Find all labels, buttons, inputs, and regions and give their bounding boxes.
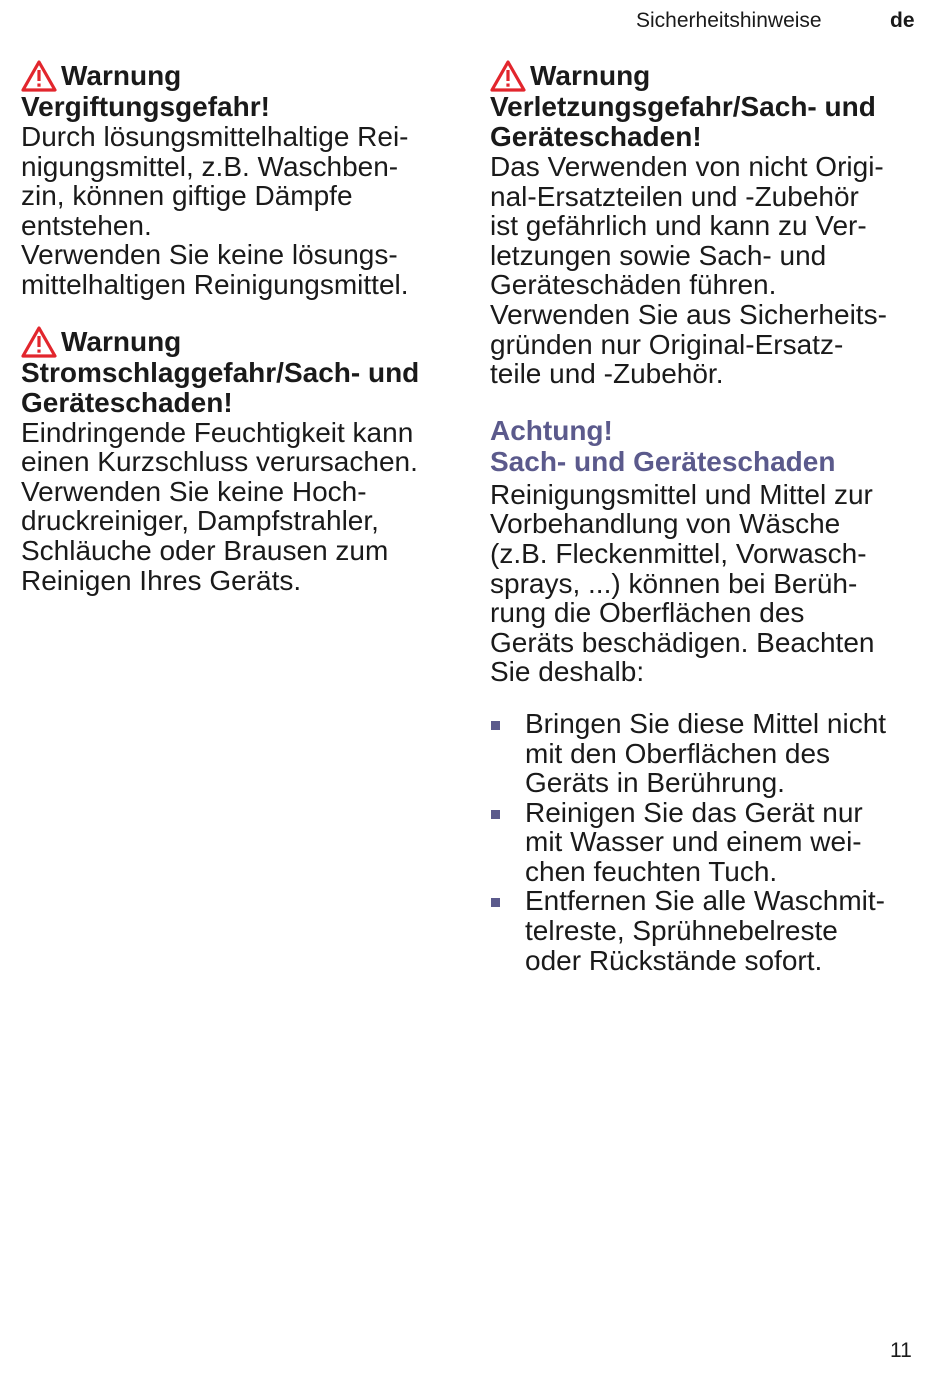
warning-label: Warnung [61, 325, 182, 357]
warning-body [21, 418, 461, 596]
text-line: Verwenden Sie keine lösungs- [21, 239, 398, 271]
text-line: Schläuche oder Brausen zum [21, 534, 389, 566]
text-line: Geräts in Berührung. [525, 767, 785, 799]
caution-body [490, 480, 930, 687]
caution-property-damage [490, 415, 930, 976]
subtitle-line: Stromschlaggefahr/Sach- und [21, 356, 420, 388]
text-line: Geräts beschädigen. Beachten [490, 626, 875, 658]
list-item [490, 798, 930, 887]
warning-body [490, 152, 930, 389]
warning-label: Warnung [61, 60, 182, 91]
text-line: Entfernen Sie alle Waschmit- [525, 885, 885, 917]
text-line: Reinigen Sie das Gerät nur [525, 796, 863, 828]
header-language-code: de [890, 9, 915, 32]
list-item [490, 709, 930, 798]
text-line: Sie deshalb: [490, 656, 645, 688]
square-bullet-icon [491, 810, 500, 819]
text-line: mittelhaltigen Reinigungsmittel. [21, 268, 409, 300]
subtitle-line: Geräteschaden! [490, 121, 702, 152]
text-line: zin, können giftige Dämpfe [21, 180, 353, 212]
warning-body [21, 122, 461, 300]
text-line: (z.B. Fleckenmittel, Vorwasch- [490, 537, 867, 569]
text-line: Vorbehandlung von Wäsche [490, 508, 841, 540]
text-line: mit den Oberflächen des [525, 737, 831, 769]
warning-triangle-icon [21, 326, 57, 358]
text-line: einen Kurzschluss verursachen. [21, 446, 418, 478]
warning-heading [21, 60, 461, 92]
left-column [21, 60, 461, 621]
warning-injury [490, 60, 930, 389]
list-item [490, 886, 930, 975]
right-column [490, 60, 930, 1001]
text-line: Reinigen Ihres Geräts. [21, 564, 302, 596]
caution-bullet-list [490, 709, 930, 975]
text-line: mit Wasser und einem wei- [525, 826, 862, 858]
warning-subtitle [21, 358, 461, 418]
text-line: druckreiniger, Dampfstrahler, [21, 505, 379, 537]
text-line: Verwenden Sie aus Sicherheits- [490, 298, 887, 330]
text-line: Durch lösungsmittelhaltige Rei- [21, 121, 409, 152]
text-line: sprays, ...) können bei Berüh- [490, 567, 858, 599]
warning-label: Warnung [530, 60, 651, 91]
text-line: Geräteschäden führen. [490, 269, 777, 301]
text-line: oder Rückstände sofort. [525, 944, 823, 976]
caution-subtitle: Sach- und Geräteschaden [490, 445, 836, 477]
square-bullet-icon [491, 721, 500, 730]
page-number: 11 [890, 1339, 912, 1362]
warning-triangle-icon [21, 60, 57, 92]
text-line: Bringen Sie diese Mittel nicht [525, 707, 887, 739]
text-line: nal-Ersatzteilen und -Zubehör [490, 180, 859, 212]
subtitle-line: Geräteschaden! [21, 386, 233, 418]
text-line: Eindringende Feuchtigkeit kann [21, 416, 414, 448]
warning-triangle-icon [490, 60, 526, 92]
text-line: Verwenden Sie keine Hoch- [21, 475, 367, 507]
subtitle-line: Verletzungsgefahr/Sach- und [490, 91, 876, 122]
header-section-title: Sicherheitshinweise [636, 9, 822, 32]
text-line: gründen nur Original-Ersatz- [490, 328, 844, 360]
warning-electric-shock [21, 326, 461, 596]
warning-subtitle: Vergiftungsgefahr! [21, 91, 270, 122]
text-line: teile und -Zubehör. [490, 358, 724, 390]
text-line: telreste, Sprühnebelreste [525, 915, 838, 947]
text-line: Reinigungsmittel und Mittel zur [490, 478, 873, 510]
text-line: Das Verwenden von nicht Origi- [490, 151, 884, 182]
text-line: nigungsmittel, z.B. Waschben- [21, 150, 399, 182]
warning-poisoning [21, 60, 461, 300]
text-line: rung die Oberflächen des [490, 597, 805, 629]
square-bullet-icon [491, 898, 500, 907]
warning-subtitle [490, 92, 930, 152]
text-line: chen feuchten Tuch. [525, 855, 778, 887]
text-line: entstehen. [21, 209, 152, 241]
caution-heading: Achtung! [490, 414, 613, 446]
warning-heading [490, 60, 930, 92]
warning-heading [21, 326, 461, 358]
text-line: ist gefährlich und kann zu Ver- [490, 210, 867, 242]
text-line: letzungen sowie Sach- und [490, 239, 827, 271]
